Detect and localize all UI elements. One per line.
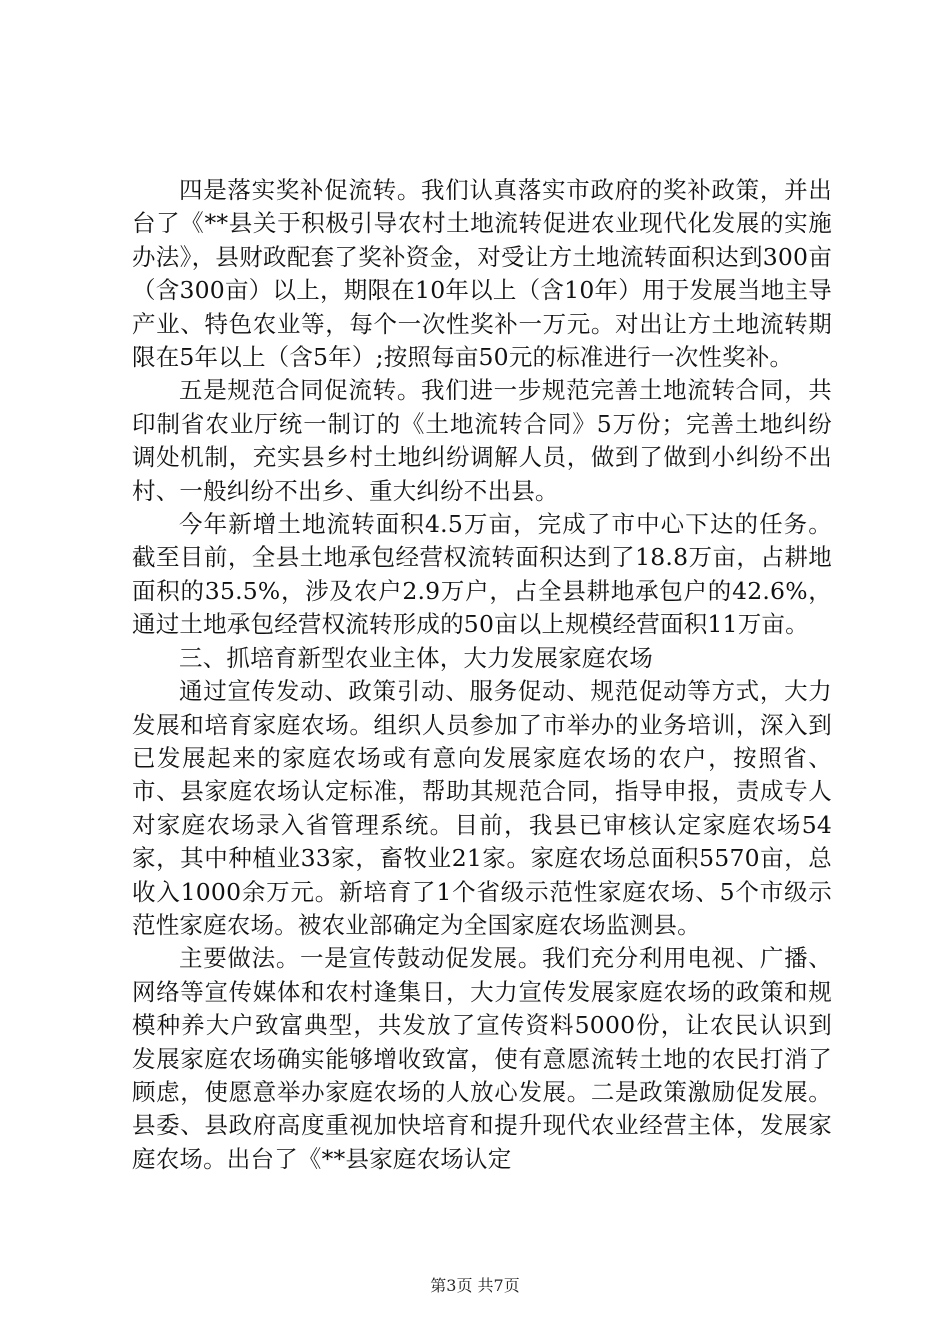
paragraph-contract-standard: 五是规范合同促流转。我们进一步规范完善土地流转合同，共印制省农业厅统一制订的《土地流转合同》5万份；完善土地纠纷调处机制，充实县乡村土地纠纷调解人员，做到了做到小纠纷不出村、一般纠纷不出乡、重大纠纷不出县。 [132, 376, 832, 505]
document-body [132, 174, 832, 1176]
section-heading-family-farms: 三、抓培育新型农业主体，大力发展家庭农场 [179, 643, 653, 672]
paragraph-reward-subsidy: 四是落实奖补促流转。我们认真落实市政府的奖补政策，并出台了《**县关于积极引导农村土地流转促进农业现代化发展的实施办法》，县财政配套了奖补资金，对受让方土地流转面积达到300亩（含300亩）以上，期限在10年以上（含10年）用于发展当地主导产业、特色农业等，每个一次性奖补一万元。对出让方土地流转期限在5年以上（含5年）;按照每亩50元的标准进行一次性奖补。 [132, 176, 832, 372]
paragraph-main-practices: 主要做法。一是宣传鼓动促发展。我们充分利用电视、广播、网络等宣传媒体和农村逢集日，大力宣传发展家庭农场的政策和规模种养大户致富典型，共发放了宣传资料5000份，让农民认识到发展家庭农场确实能够增收致富，使有意愿流转土地的农民打消了顾虑，使愿意举办家庭农场的人放心发展。二是政策激励促发展。县委、县政府高度重视加快培育和提升现代农业经营主体，发展家庭农场。出台了《**县家庭农场认定 [132, 944, 832, 1173]
paragraph-family-farm-development: 通过宣传发动、政策引动、服务促动、规范促动等方式，大力发展和培育家庭农场。组织人员参加了市举办的业务培训，深入到已发展起来的家庭农场或有意向发展家庭农场的农户，按照省、市、县家庭农场认定标准，帮助其规范合同，指导申报，责成专人对家庭农场录入省管理系统。目前，我县已审核认定家庭农场54家，其中种植业33家，畜牧业21家。家庭农场总面积5570亩，总收入1000余万元。新培育了1个省级示范性家庭农场、5个市级示范性家庭农场。被农业部确定为全国家庭农场监测县。 [132, 677, 832, 939]
paragraph-transfer-results: 今年新增土地流转面积4.5万亩，完成了市中心下达的任务。截至目前，全县土地承包经营权流转面积达到了18.8万亩，占耕地面积的35.5%，涉及农户2.9万户，占全县耕地承包户的42.6%，通过土地承包经营权流转形成的50亩以上规模经营面积11万亩。 [132, 510, 832, 639]
page-footer: 第3页 共7页 [430, 1276, 520, 1295]
